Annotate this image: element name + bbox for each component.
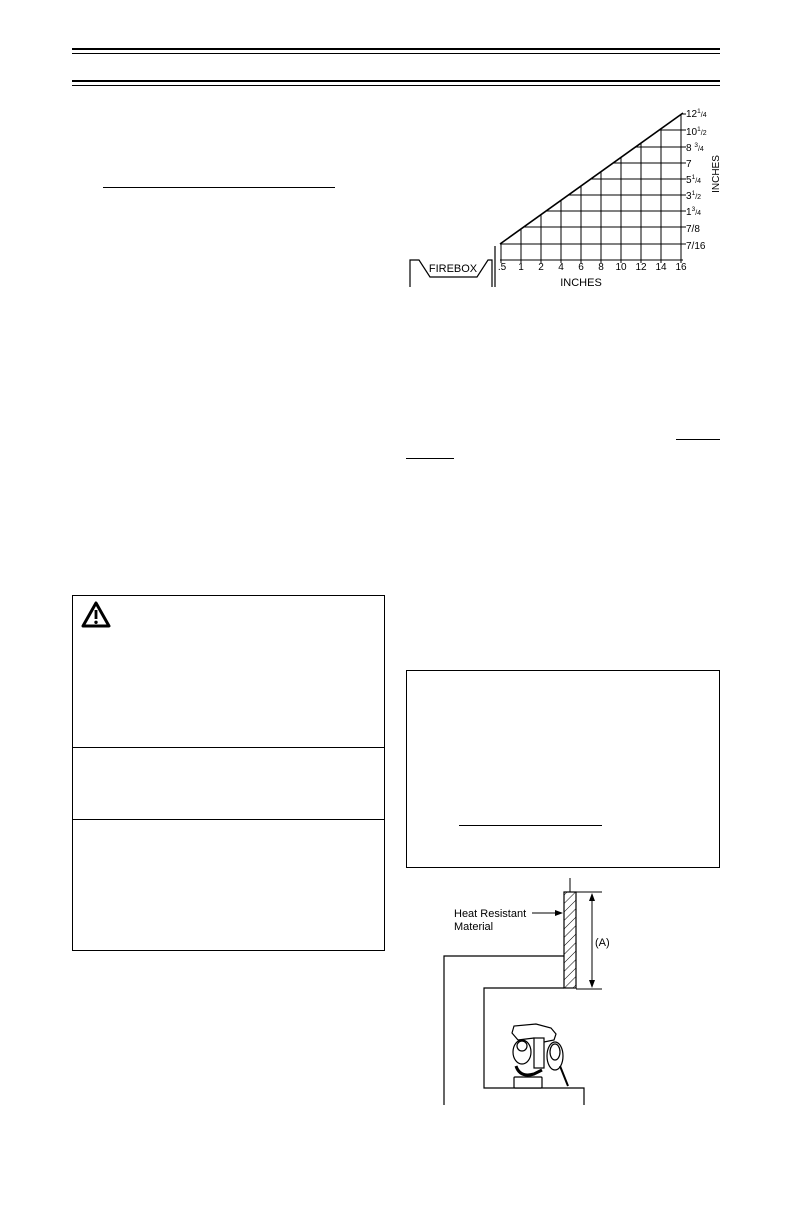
header-rule-bottom-thick <box>72 80 720 82</box>
y-tick-label: $12^1_/4$ <box>686 108 707 120</box>
valve-assembly-illustration <box>512 1024 568 1088</box>
y-tick-label: $1^3_/4$ <box>686 206 702 218</box>
x-tick-label: 2 <box>538 262 544 273</box>
link-underline-part1 <box>676 439 720 440</box>
x-axis-label: INCHES <box>560 277 602 289</box>
x-tick-label: 4 <box>558 262 564 273</box>
link-underline-part2 <box>406 458 454 459</box>
clearance-chart <box>405 98 725 294</box>
x-tick-label: 8 <box>598 262 604 273</box>
mantel-clearance-diagram <box>436 870 626 1110</box>
warning-box <box>72 595 385 951</box>
x-tick-label: 16 <box>675 262 687 273</box>
dimension-label: (A) <box>595 937 610 949</box>
x-tick-label: 10 <box>615 262 627 273</box>
x-tick-label: 6 <box>578 262 584 273</box>
section-underline <box>103 187 335 188</box>
y-tick-label: 7/16 <box>686 241 706 252</box>
x-tick-label: 14 <box>655 262 667 273</box>
header-rule-bottom-thin <box>72 85 720 86</box>
y-tick-label: 7/8 <box>686 224 700 235</box>
firebox-label: FIREBOX <box>428 263 478 275</box>
heat-resistant-panel <box>564 892 576 988</box>
x-tick-label: 1 <box>518 262 524 273</box>
header-rule-top-thick <box>72 48 720 50</box>
x-tick-label: .5 <box>497 262 507 273</box>
note-box <box>406 670 720 868</box>
note-box-underline <box>459 825 602 826</box>
y-tick-label: $5^1_/4$ <box>686 174 702 186</box>
header-rule-top-thin <box>72 53 720 54</box>
y-tick-label: $3^1_/2$ <box>686 190 702 202</box>
material-label-line1: Heat Resistant <box>454 908 527 920</box>
warning-divider-2 <box>73 819 384 820</box>
x-tick-label: 12 <box>635 262 647 273</box>
y-axis-label: INCHES <box>711 155 722 193</box>
warning-divider-1 <box>73 747 384 748</box>
y-tick-label: 7 <box>686 159 692 170</box>
y-tick-label: 8 $^3_/$4 <box>686 142 704 154</box>
material-label-line2: Material <box>454 921 494 933</box>
y-tick-label: $10^1_/2$ <box>686 126 707 138</box>
warning-triangle-icon <box>81 601 111 628</box>
